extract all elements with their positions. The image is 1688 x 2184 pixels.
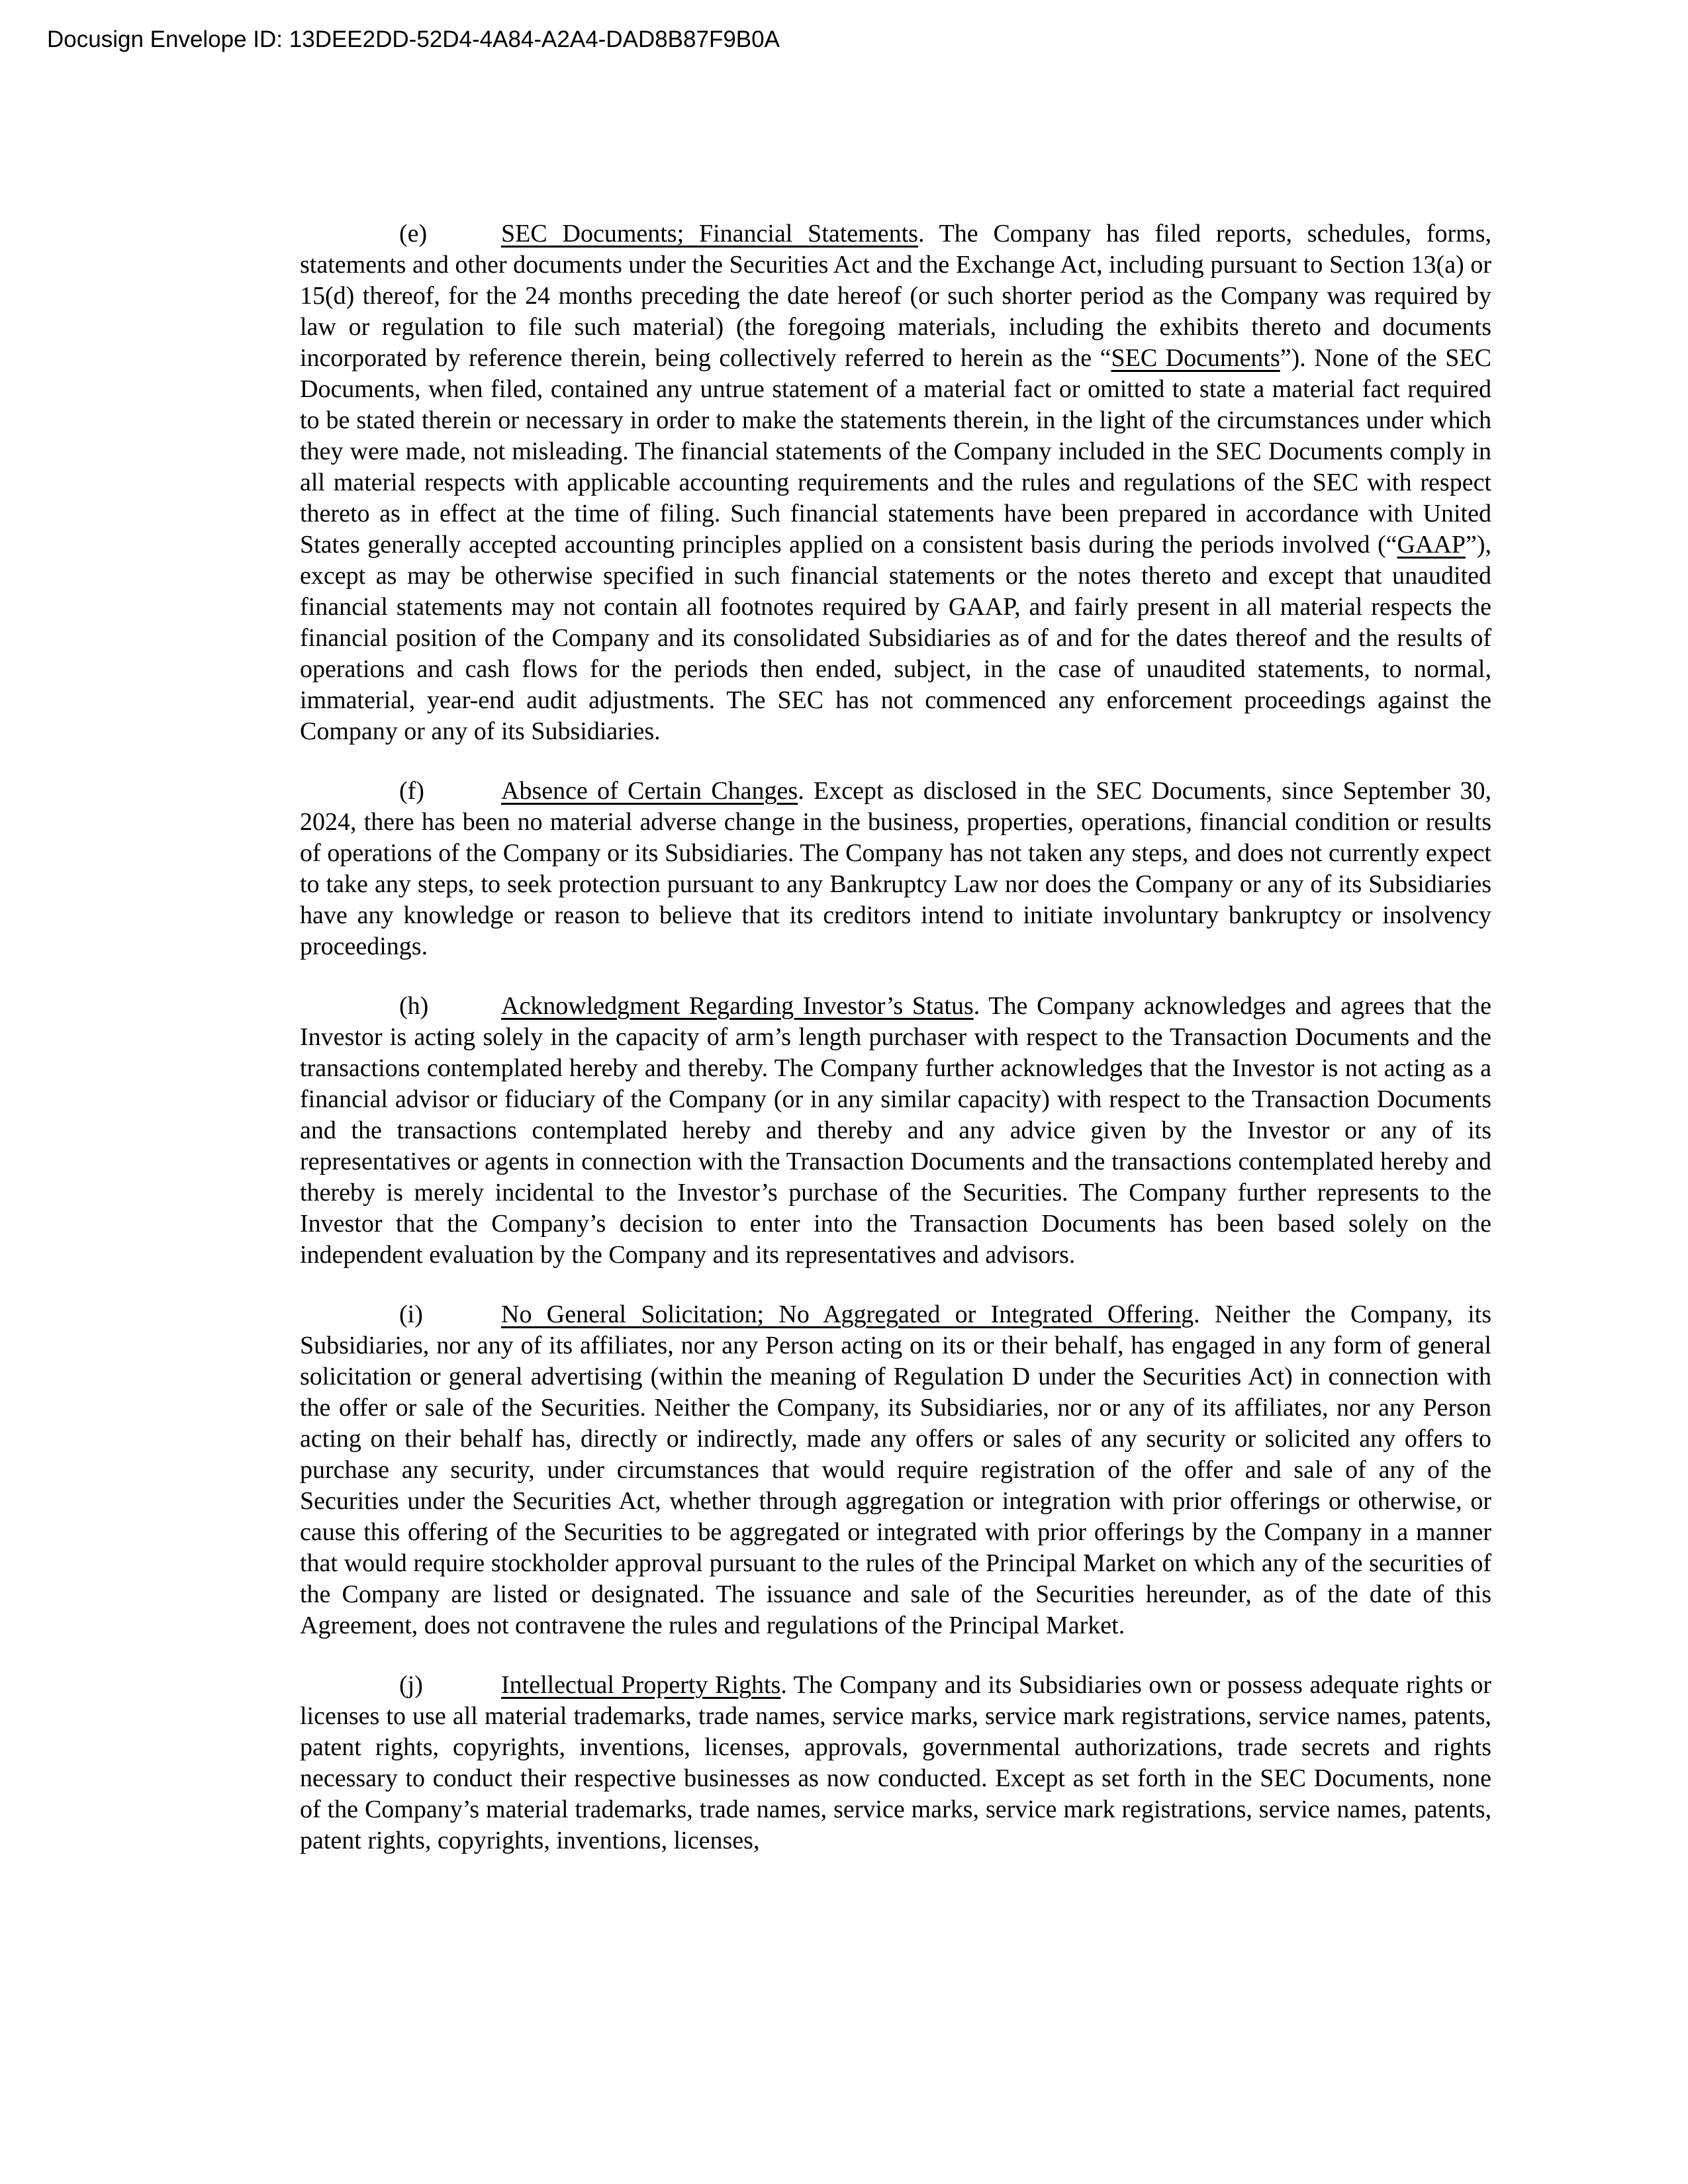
paragraph-number: (j) [399,1671,423,1699]
paragraph-heading: Acknowledgment Regarding Investor’s Status [501,992,974,1020]
paragraph-f [300,776,1491,962]
body-text-run: . The Company acknowledges and agrees that the Investor is acting solely in the capacity of arm’s length purchaser with respect to the Transaction Documents and the transactions contemplated hereby and thereby. The Company further acknowledges that the Investor is not acting as a financial advisor or fiduciary of the Company (or in any similar capacity) with respect to the Transaction Documents and the transactions contemplated hereby and thereby and any advice given by the Investor or any of its representatives or agents in connection with the Transaction Documents and the transactions contemplated hereby and thereby is merely incidental to the Investor’s purchase of the Securities. The Company further represents to the Investor that the Company’s decision to enter into the Transaction Documents has been based solely on the independent evaluation by the Company and its representatives and advisors. [300,992,1491,1269]
paragraph-j [300,1670,1491,1856]
paragraph-heading: Absence of Certain Changes [501,777,798,805]
defined-term: SEC Documents [1111,344,1280,372]
body-text-run: ”), except as may be otherwise specified in such financial statements or the notes thereto and except that unaudited financial statements may not contain all footnotes required by GAAP, and fairly present in all material respects the financial position of the Company and its consolidated Subsidiaries as of and for the dates thereof and the results of operations and cash flows for the periods then ended, subject, in the case of unaudited statements, to normal, immaterial, year-end audit adjustments. The SEC has not commenced any enforcement proceedings against the Company or any of its Subsidiaries. [300,531,1491,745]
paragraph-number: (f) [399,777,424,805]
paragraph-e [300,218,1491,747]
paragraph-heading: No General Solicitation; No Aggregated or Integrated Offering [501,1300,1194,1328]
paragraph-number: (i) [399,1300,423,1328]
paragraph-number: (e) [399,220,428,248]
paragraph-h [300,991,1491,1271]
document-body [300,218,1491,1885]
paragraph-i [300,1299,1491,1641]
paragraph-heading: SEC Documents; Financial Statements [501,220,918,248]
body-text-run: ”). None of the SEC Documents, when filed, contained any untrue statement of a material fact or omitted to state a material fact required to be stated therein or necessary in order to make the statements therein, in the light of the circumstances under which they were made, not misleading. The financial statements of the Company included in the SEC Documents comply in all material respects with applicable accounting requirements and the rules and regulations of the SEC with respect thereto as in effect at the time of filing. Such financial statements have been prepared in accordance with United States generally accepted accounting principles applied on a consistent basis during the periods involved (“ [300,344,1491,559]
paragraph-number: (h) [399,992,429,1020]
body-text-run: . The Company has filed reports, schedules, forms, statements and other documents under the Securities Act and the Exchange Act, including pursuant to Section 13(a) or 15(d) thereof, for the 24 months preceding the date hereof (or such shorter period as the Company was required by law or regulation to file such material) (the foregoing materials, including the exhibits thereto and documents incorporated by reference therein, being collectively referred to herein as the “ [300,220,1492,372]
paragraph-heading: Intellectual Property Rights [501,1671,781,1699]
body-text-run: . Except as disclosed in the SEC Documents, since September 30, 2024, there has been no material adverse change in the business, properties, operations, financial condition or results of operations of the Company or its Subsidiaries. The Company has not taken any steps, and does not currently expect to take any steps, to seek protection pursuant to any Bankruptcy Law nor does the Company or any of its Subsidiaries have any knowledge or reason to believe that its creditors intend to initiate involuntary bankruptcy or insolvency proceedings. [300,777,1491,960]
docusign-envelope-id: Docusign Envelope ID: 13DEE2DD-52D4-4A84-A2A4-DAD8B87F9B0A [47,26,780,52]
body-text-run: . The Company and its Subsidiaries own or possess adequate rights or licenses to use all material trademarks, trade names, service marks, service mark registrations, service names, patents, patent rights, copyrights, inventions, licenses, approvals, governmental authorizations, trade secrets and rights necessary to conduct their respective businesses as now conducted. Except as set forth in the SEC Documents, none of the Company’s material trademarks, trade names, service marks, service mark registrations, service names, patents, patent rights, copyrights, inventions, licenses, [300,1671,1491,1854]
defined-term: GAAP [1397,531,1466,559]
body-text-run: . Neither the Company, its Subsidiaries, nor any of its affiliates, nor any Person acting on its or their behalf, has engaged in any form of general solicitation or general advertising (within the meaning of Regulation D under the Securities Act) in connection with the offer or sale of the Securities. Neither the Company, its Subsidiaries, nor or any of its affiliates, nor any Person acting on their behalf has, directly or indirectly, made any offers or sales of any security or solicited any offers to purchase any security, under circumstances that would require registration of the offer and sale of any of the Securities under the Securities Act, whether through aggregation or integration with prior offerings or otherwise, or cause this offering of the Securities to be aggregated or integrated with prior offerings by the Company in a manner that would require stockholder approval pursuant to the rules of the Principal Market on which any of the securities of the Company are listed or designated. The issuance and sale of the Securities hereunder, as of the date of this Agreement, does not contravene the rules and regulations of the Principal Market. [300,1300,1491,1639]
